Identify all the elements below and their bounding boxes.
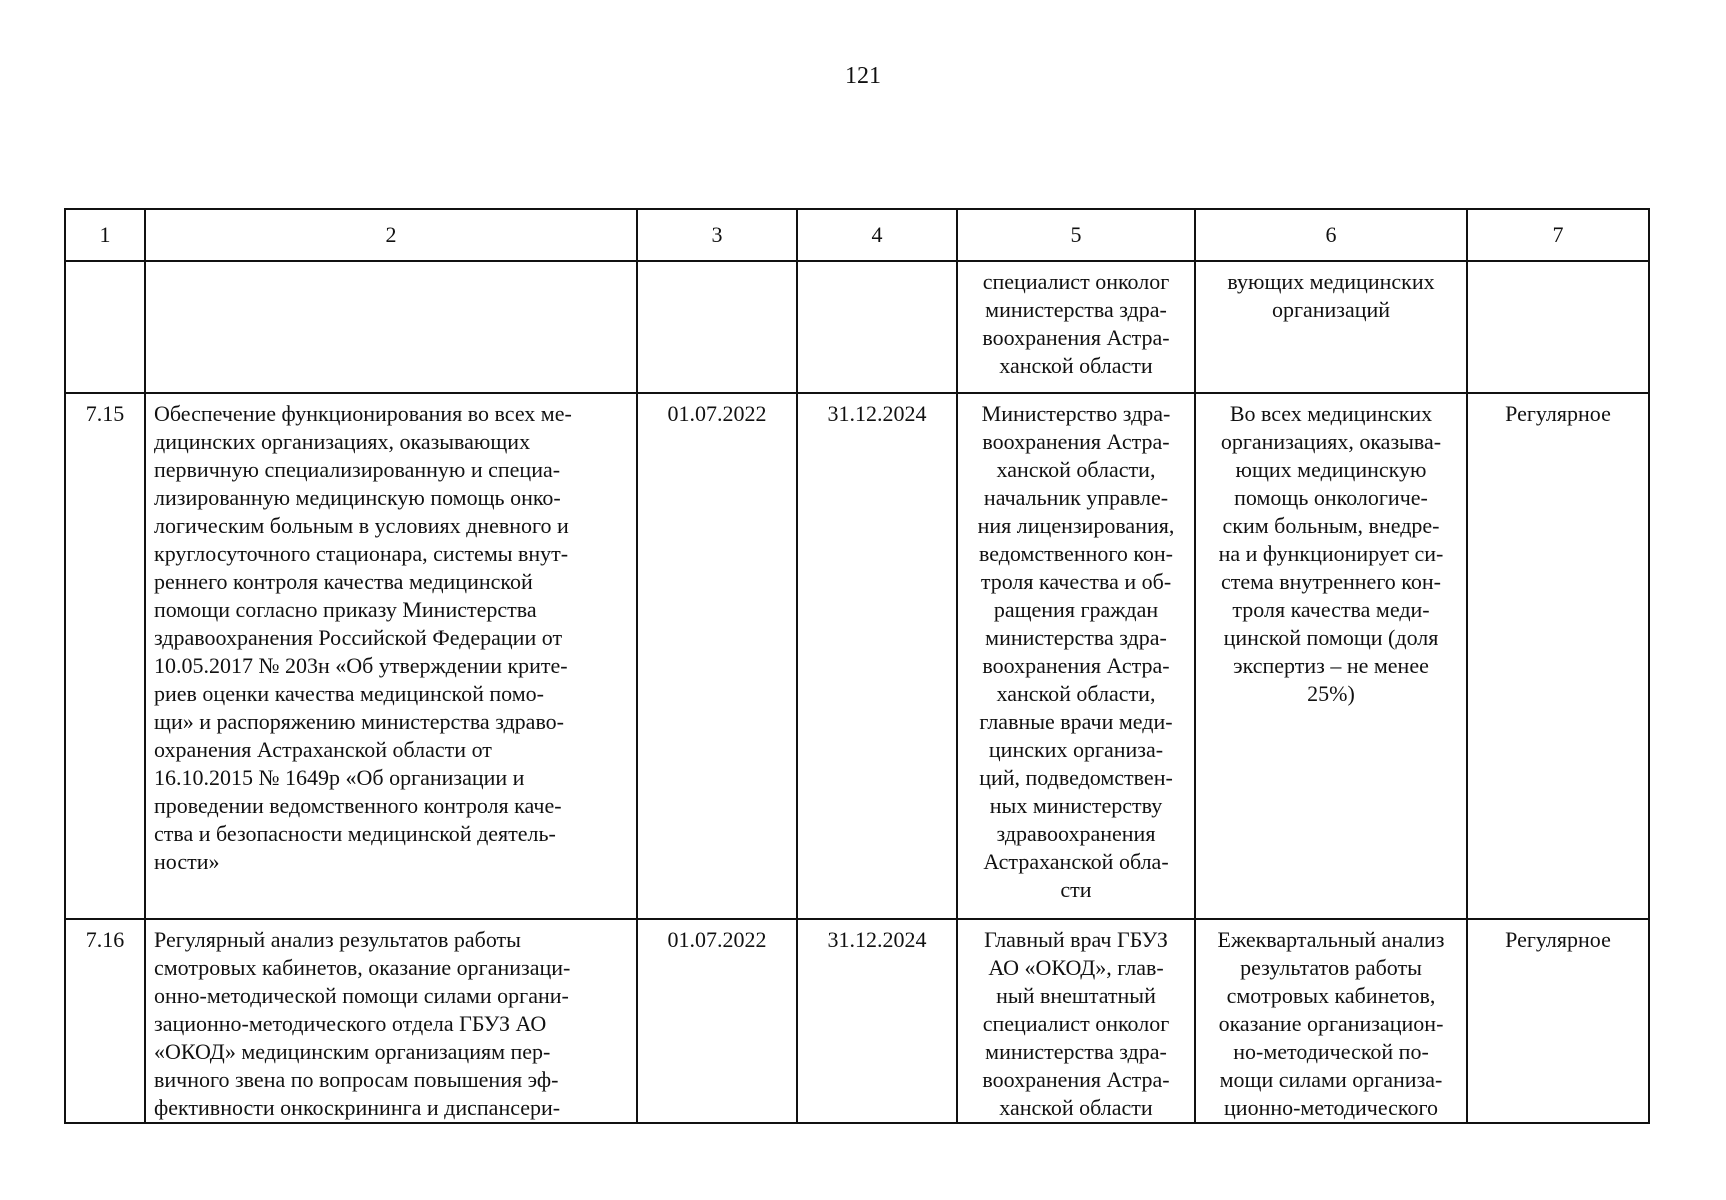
row-number	[65, 261, 145, 393]
row-result: Ежеквартальный анализ результатов работы смотровых кабинетов, оказание организацион- но-методической по- мощи силами организа- ционно-методического	[1195, 919, 1467, 1123]
row-responsible: специалист онколог министерства здра- воохранения Астра- ханской области	[957, 261, 1195, 393]
row-result: вующих медицинских организаций	[1195, 261, 1467, 393]
row-end-date: 31.12.2024	[797, 919, 957, 1123]
header-cell-7: 7	[1467, 209, 1649, 261]
row-description: Обеспечение функционирования во всех ме- дицинских организациях, оказывающих первичную специализированную и специа- лизированную медицинскую помощь онко- логическим больным в условиях дневного и круглосуточного стационара, системы внут- реннего контроля качества медицинской помощи согласно приказу Министерства здравоохранения Российской Федерации от 10.05.2017 № 203н «Об утверждении крите- риев оценки качества медицинской помо- щи» и распоряжению министерства здраво- охранения Астраханской области от 16.10.2015 № 1649р «Об организации и проведении ведомственного контроля каче- ства и безопасности медицинской деятель- ности»	[145, 393, 637, 919]
row-start-date: 01.07.2022	[637, 393, 797, 919]
header-cell-5: 5	[957, 209, 1195, 261]
header-cell-4: 4	[797, 209, 957, 261]
table-row-continuation	[65, 261, 1649, 393]
table-row-7-16	[65, 919, 1649, 1123]
header-cell-6: 6	[1195, 209, 1467, 261]
header-cell-1: 1	[65, 209, 145, 261]
table-row-7-15	[65, 393, 1649, 919]
header-cell-2: 2	[145, 209, 637, 261]
row-description	[145, 261, 637, 393]
row-type: Регулярное	[1467, 393, 1649, 919]
row-end-date	[797, 261, 957, 393]
row-result: Во всех медицинских организациях, оказыва- ющих медицинскую помощь онкологиче- ским больным, внедре- на и функционирует си- стема внутреннего кон- троля качества меди- цинской помощи (доля экспертиз – не менее 25%)	[1195, 393, 1467, 919]
row-responsible: Главный врач ГБУЗ АО «ОКОД», глав- ный внештатный специалист онколог министерства здра- воохранения Астра- ханской области	[957, 919, 1195, 1123]
row-type: Регулярное	[1467, 919, 1649, 1123]
header-cell-3: 3	[637, 209, 797, 261]
row-start-date: 01.07.2022	[637, 919, 797, 1123]
row-description: Регулярный анализ результатов работы смотровых кабинетов, оказание организаци- онно-методической помощи силами органи- зационно-методического отдела ГБУЗ АО «ОКОД» медицинским организациям пер- вичного звена по вопросам повышения эф- фективности онкоскрининга и диспансери-	[145, 919, 637, 1123]
row-responsible: Министерство здра- воохранения Астра- ханской области, начальник управле- ния лицензирования, ведомственного кон- троля качества и об- ращения граждан министерства здра- воохранения Астра- ханской области, главные врачи меди- цинских организа- ций, подведомствен- ных министерству здравоохранения Астраханской обла- сти	[957, 393, 1195, 919]
page-number: 121	[845, 63, 881, 89]
row-end-date: 31.12.2024	[797, 393, 957, 919]
header-row	[65, 209, 1649, 261]
row-type	[1467, 261, 1649, 393]
plan-table	[64, 208, 1650, 1124]
row-start-date	[637, 261, 797, 393]
row-number: 7.16	[65, 919, 145, 1123]
row-number: 7.15	[65, 393, 145, 919]
